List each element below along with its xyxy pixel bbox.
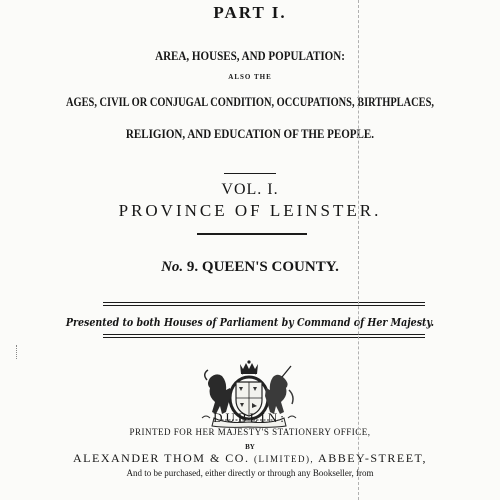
page-fold-line — [358, 0, 360, 500]
divider-province — [197, 233, 307, 235]
purchase-note: And to be purchased, either directly or through any Bookseller, from — [126, 468, 374, 478]
publisher-street: ABBEY-STREET, — [318, 451, 427, 465]
double-rule-top-2 — [103, 305, 425, 306]
county-number-label: No. — [161, 259, 184, 275]
county-name: QUEEN'S COUNTY. — [201, 259, 339, 275]
subject-line-1: AREA, HOUSES, AND POPULATION: — [155, 48, 345, 63]
county-number: 9. — [186, 259, 199, 275]
publisher-name: ALEXANDER THOM & CO. — [73, 451, 250, 465]
also-the-label: ALSO THE — [228, 73, 272, 81]
publisher-limited: (LIMITED), — [253, 454, 315, 464]
double-rule-bottom-2 — [103, 337, 425, 338]
volume-heading: VOL. I. — [221, 181, 279, 198]
county-heading — [0, 259, 500, 276]
subject-line-2: AGES, CIVIL OR CONJUGAL CONDITION, OCCUPATIONS, BIRTHPLACES, — [66, 94, 434, 109]
by-label: BY — [245, 443, 255, 451]
publisher-line — [0, 451, 500, 466]
city-heading: DUBLIN: — [213, 410, 287, 425]
double-rule-top-1 — [103, 302, 425, 303]
scan-speck — [16, 345, 20, 359]
divider-short — [224, 173, 276, 174]
part-heading: PART I. — [213, 3, 287, 22]
province-heading: PROVINCE OF LEINSTER. — [118, 201, 382, 220]
presented-statement: Presented to both Houses of Parliament by Command of Her Majesty. — [65, 316, 435, 329]
subject-line-3: RELIGION, AND EDUCATION OF THE PEOPLE. — [125, 126, 375, 141]
printed-for-line: PRINTED FOR HER MAJESTY'S STATIONERY OFFICE, — [129, 427, 371, 437]
double-rule-bottom-1 — [103, 334, 425, 335]
